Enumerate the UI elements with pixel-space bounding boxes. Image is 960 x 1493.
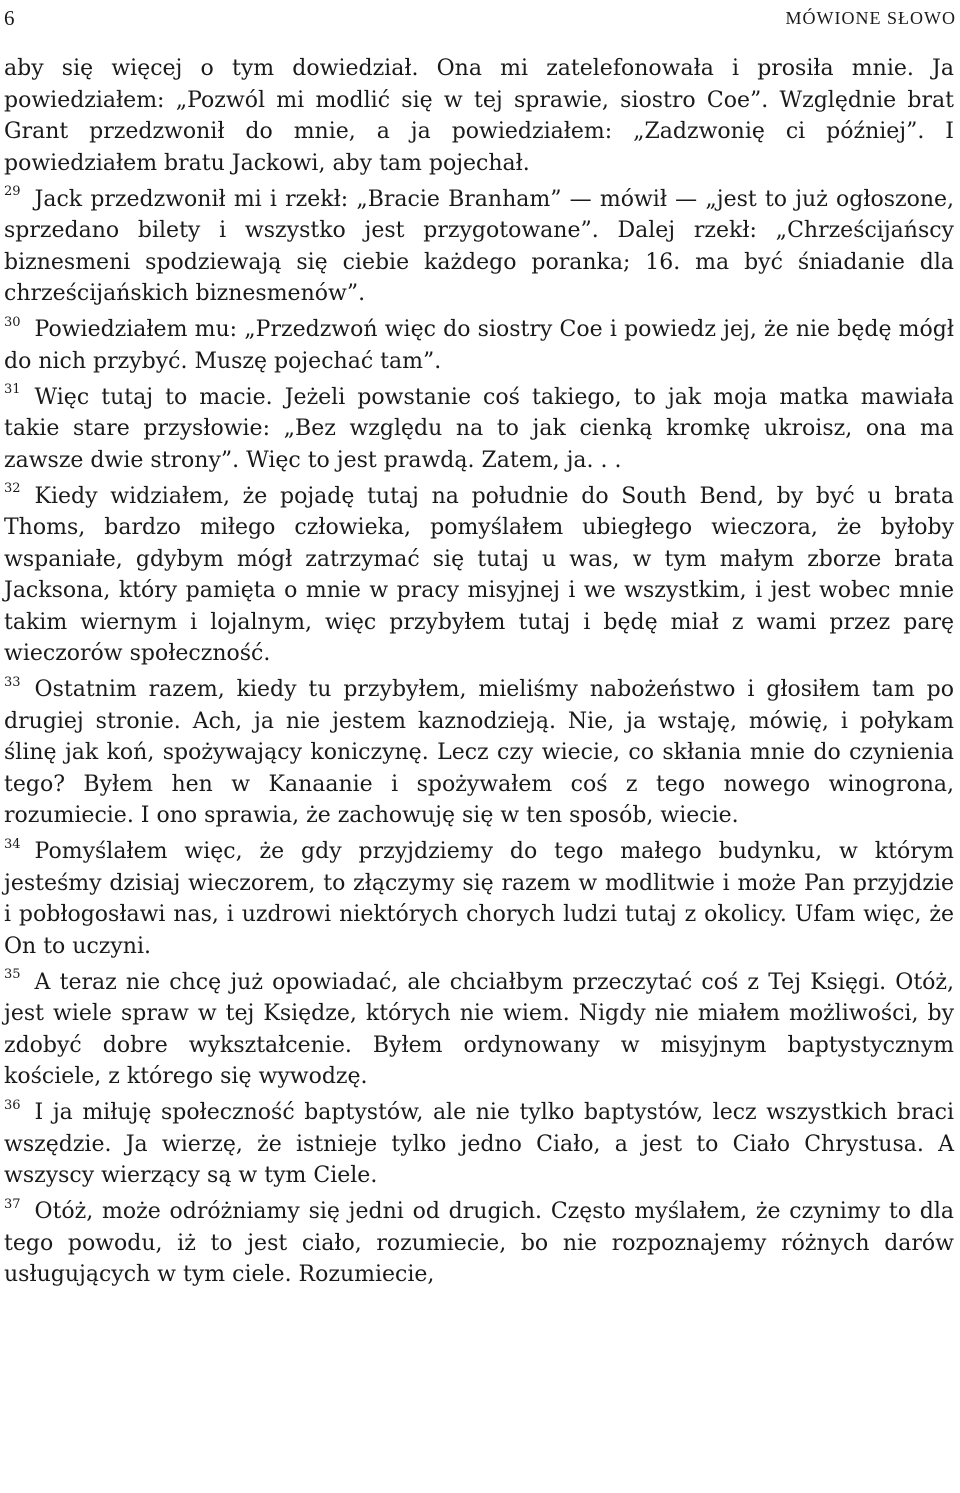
page-header <box>4 6 956 32</box>
paragraph-30 <box>4 314 954 377</box>
paragraph-text: Ostatnim razem, kiedy tu przybyłem, mieliśmy nabożeństwo i głosiłem tam po drugiej stronie. Ach, ja nie jestem kaznodzieją. Nie, ja wstaję, mówię, i połykam ślinę jak koń, spożywający koniczynę. Lecz czy wiecie, co skłania mnie do czynienia tego? Byłem hen w Kanaanie i spożywałem coś z tego nowego winogrona, rozumiecie. I ono sprawia, że zachowuję się w ten sposób, wiecie. <box>4 677 954 828</box>
paragraph-text: Powiedziałem mu: „Przedzwoń więc do siostry Coe i powiedz jej, że nie będę mógł do nich przybyć. Muszę pojechać tam”. <box>4 317 954 374</box>
paragraph-number: 36 <box>4 1097 21 1113</box>
text-body <box>4 53 954 1295</box>
paragraph-text: I ja miłuję społeczność baptystów, ale nie tylko baptystów, lecz wszystkich braci wszędzie. Ja wierzę, że istnieje tylko jedno Ciało, a jest to Ciało Chrystusa. A wszyscy wierzący są w tym Ciele. <box>4 1100 954 1188</box>
paragraph-34 <box>4 836 954 962</box>
paragraph-36 <box>4 1097 954 1192</box>
paragraph-29 <box>4 184 954 310</box>
paragraph-number: 29 <box>4 184 21 200</box>
paragraph-35 <box>4 967 954 1093</box>
paragraph-number: 37 <box>4 1196 21 1212</box>
paragraph-number: 33 <box>4 674 21 690</box>
paragraph-text: Więc tutaj to macie. Jeżeli powstanie coś takiego, to jak moja matka mawiała takie stare przysłowie: „Bez względu na to jak cienką kromkę ukroisz, ona ma zawsze dwie strony”. Więc to jest prawdą. Zatem, ja. . . <box>4 384 954 473</box>
paragraph-number: 34 <box>4 836 21 852</box>
paragraph-text: aby się więcej o tym dowiedział. Ona mi zatelefonowała i prosiła mnie. Ja powiedziałem: „Pozwól mi modlić się w tej sprawie, siostro Coe”. Względnie brat Grant przedzwonił do mnie, a ja powiedziałem: „Zadzwonię ci później”. I powiedziałem bratu Jackowi, aby tam pojechał. <box>4 56 954 176</box>
paragraph-text: Pomyślałem więc, że gdy przyjdziemy do tego małego budynku, w którym jesteśmy dzisiaj wieczorem, to złączymy się razem w modlitwie i może Pan przyjdzie i pobłogosławi nas, i uzdrowi niektórych chorych ludzi tutaj z okolicy. Ufam więc, że On to uczyni. <box>4 839 954 959</box>
page-number: 6 <box>4 6 15 30</box>
paragraph-number: 31 <box>4 382 21 398</box>
paragraph-number: 35 <box>4 967 21 983</box>
paragraph-37 <box>4 1196 954 1291</box>
paragraph-number: 30 <box>4 314 21 330</box>
paragraph-number: 32 <box>4 481 21 497</box>
paragraph-32 <box>4 481 954 670</box>
running-title: MÓWIONE SŁOWO <box>785 8 956 28</box>
paragraph-text: Otóż, może odróżniamy się jedni od drugich. Często myślałem, że czynimy to dla tego powodu, iż to jest ciało, rozumiecie, bo nie rozpoznajemy różnych darów usługujących w tym ciele. Rozumiecie, <box>4 1199 954 1287</box>
paragraph-31 <box>4 382 954 477</box>
paragraph-continuation <box>4 53 954 179</box>
paragraph-33 <box>4 674 954 832</box>
paragraph-text: Jack przedzwonił mi i rzekł: „Bracie Branham” — mówił — „jest to już ogłoszone, sprzedano bilety i wszystko jest przygotowane”. Dalej rzekł: „Chrześcijańscy biznesmeni spodziewają się ciebie każdego poranka; 16. ma być śniadanie dla chrześcijańskich biznesmenów”. <box>4 186 954 306</box>
paragraph-text: Kiedy widziałem, że pojadę tutaj na południe do South Bend, by być u brata Thoms, bardzo miłego człowieka, pomyślałem ubiegłego wieczora, że byłoby wspaniałe, gdybym mógł zatrzymać się tutaj u was, w tym małym zborze brata Jacksona, który pamięta o mnie w pracy misyjnej i we wszystkim, i jest wobec mnie takim wiernym i lojalnym, więc przybyłem tutaj i będę miał z wami przez parę wieczorów społeczność. <box>4 483 954 666</box>
paragraph-text: A teraz nie chcę już opowiadać, ale chciałbym przeczytać coś z Tej Księgi. Otóż, jest wiele spraw w tej Księdze, których nie wiem. Nigdy nie miałem możliwości, by zdobyć dobre wykształcenie. Byłem ordynowany w misyjnym baptystycznym kościele, z którego się wywodzę. <box>4 969 954 1089</box>
